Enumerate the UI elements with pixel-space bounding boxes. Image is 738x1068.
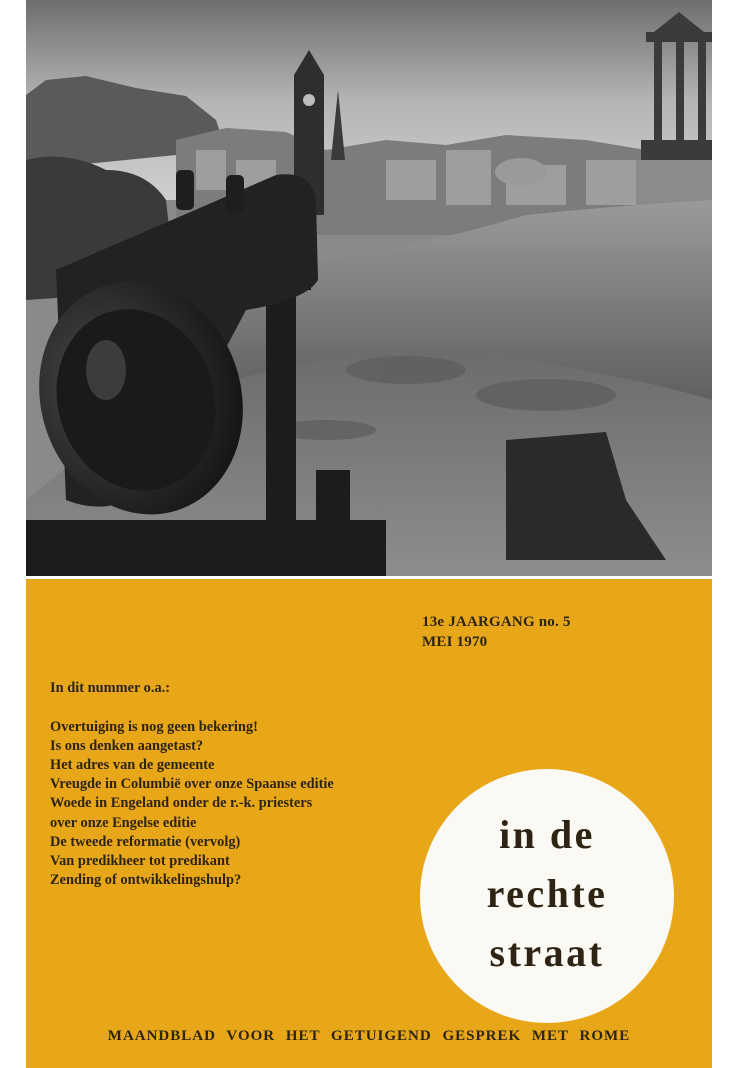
contents-item: Het adres van de gemeente	[50, 757, 215, 774]
magazine-title	[420, 805, 674, 982]
contents-item: Van predikheer tot predikant	[50, 852, 230, 869]
title-line-1: in de	[499, 812, 595, 857]
contents-item: Vreugde in Columbië over onze Spaanse editie	[50, 776, 334, 793]
cover-band	[26, 579, 712, 1068]
title-circle	[420, 769, 674, 1023]
contents-item: Woede in Engeland onder de r.-k. priesters	[50, 795, 313, 812]
title-line-2: rechte	[486, 871, 608, 916]
contents-item: De tweede reformatie (vervolg)	[50, 833, 241, 850]
magazine-cover	[26, 0, 712, 1068]
issue-date: MEI 1970	[422, 634, 488, 650]
title-line-3: straat	[489, 930, 605, 975]
cannon-cityscape-photo	[26, 0, 712, 576]
cover-photo	[26, 0, 712, 576]
contents-intro: In dit nummer o.a.:	[50, 680, 171, 696]
issue-info	[422, 612, 571, 652]
cover-footer: MAANDBLAD VOOR HET GETUIGEND GESPREK MET ROME	[107, 1028, 631, 1044]
contents-item: Zending of ontwikkelingshulp?	[50, 871, 242, 888]
contents-item: Overtuiging is nog geen bekering!	[50, 719, 258, 736]
contents-item: Is ons denken aangetast?	[50, 738, 204, 755]
contents-items	[50, 718, 430, 890]
issue-volume: 13e JAARGANG no. 5	[422, 614, 571, 630]
contents-list	[50, 679, 430, 890]
contents-item: over onze Engelse editie	[50, 814, 197, 831]
